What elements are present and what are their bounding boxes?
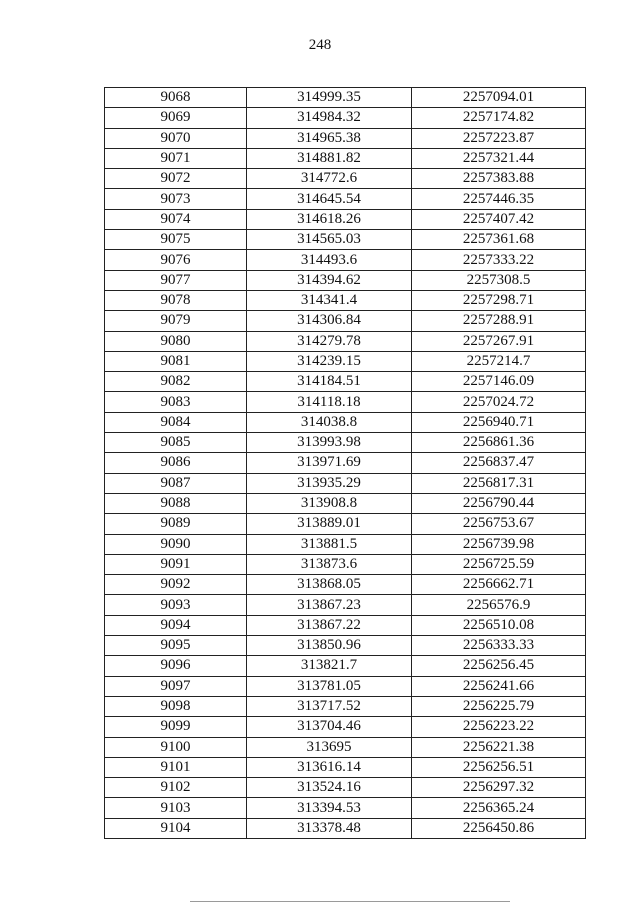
point-number-cell: 9073	[105, 189, 247, 209]
x-coordinate-cell: 314984.32	[247, 108, 412, 128]
y-coordinate-cell: 2257214.7	[412, 351, 586, 371]
table-row	[105, 676, 586, 696]
point-number-cell: 9078	[105, 290, 247, 310]
point-number-cell: 9103	[105, 798, 247, 818]
x-coordinate-cell: 314239.15	[247, 351, 412, 371]
point-number-cell: 9102	[105, 778, 247, 798]
x-coordinate-cell: 313378.48	[247, 818, 412, 838]
point-number-cell: 9070	[105, 128, 247, 148]
y-coordinate-cell: 2257333.22	[412, 250, 586, 270]
table-row	[105, 209, 586, 229]
y-coordinate-cell: 2256297.32	[412, 778, 586, 798]
y-coordinate-cell: 2257094.01	[412, 88, 586, 108]
coordinates-table-body	[105, 88, 586, 839]
table-row	[105, 433, 586, 453]
x-coordinate-cell: 313873.6	[247, 554, 412, 574]
x-coordinate-cell: 314341.4	[247, 290, 412, 310]
point-number-cell: 9075	[105, 230, 247, 250]
x-coordinate-cell: 313993.98	[247, 433, 412, 453]
point-number-cell: 9092	[105, 575, 247, 595]
y-coordinate-cell: 2256221.38	[412, 737, 586, 757]
point-number-cell: 9093	[105, 595, 247, 615]
y-coordinate-cell: 2256241.66	[412, 676, 586, 696]
x-coordinate-cell: 313616.14	[247, 757, 412, 777]
table-row	[105, 778, 586, 798]
y-coordinate-cell: 2257308.5	[412, 270, 586, 290]
table-row	[105, 757, 586, 777]
table-row	[105, 554, 586, 574]
point-number-cell: 9079	[105, 311, 247, 331]
x-coordinate-cell: 314493.6	[247, 250, 412, 270]
y-coordinate-cell: 2257446.35	[412, 189, 586, 209]
table-row	[105, 696, 586, 716]
page-number: 248	[308, 37, 332, 53]
table-row	[105, 717, 586, 737]
x-coordinate-cell: 314881.82	[247, 148, 412, 168]
y-coordinate-cell: 2257298.71	[412, 290, 586, 310]
x-coordinate-cell: 313881.5	[247, 534, 412, 554]
table-row	[105, 392, 586, 412]
x-coordinate-cell: 314038.8	[247, 412, 412, 432]
point-number-cell: 9101	[105, 757, 247, 777]
y-coordinate-cell: 2257174.82	[412, 108, 586, 128]
point-number-cell: 9082	[105, 372, 247, 392]
table-row	[105, 493, 586, 513]
point-number-cell: 9084	[105, 412, 247, 432]
table-row	[105, 798, 586, 818]
point-number-cell: 9089	[105, 514, 247, 534]
table-row	[105, 412, 586, 432]
y-coordinate-cell: 2256225.79	[412, 696, 586, 716]
x-coordinate-cell: 314999.35	[247, 88, 412, 108]
point-number-cell: 9087	[105, 473, 247, 493]
x-coordinate-cell: 314618.26	[247, 209, 412, 229]
table-row	[105, 514, 586, 534]
table-row	[105, 250, 586, 270]
point-number-cell: 9094	[105, 615, 247, 635]
point-number-cell: 9090	[105, 534, 247, 554]
y-coordinate-cell: 2256940.71	[412, 412, 586, 432]
table-row	[105, 575, 586, 595]
point-number-cell: 9098	[105, 696, 247, 716]
y-coordinate-cell: 2256223.22	[412, 717, 586, 737]
x-coordinate-cell: 313695	[247, 737, 412, 757]
y-coordinate-cell: 2256790.44	[412, 493, 586, 513]
table-row	[105, 108, 586, 128]
x-coordinate-cell: 313524.16	[247, 778, 412, 798]
point-number-cell: 9076	[105, 250, 247, 270]
y-coordinate-cell: 2256837.47	[412, 453, 586, 473]
point-number-cell: 9104	[105, 818, 247, 838]
table-row	[105, 737, 586, 757]
y-coordinate-cell: 2257223.87	[412, 128, 586, 148]
y-coordinate-cell: 2257288.91	[412, 311, 586, 331]
point-number-cell: 9096	[105, 656, 247, 676]
point-number-cell: 9095	[105, 636, 247, 656]
table-row	[105, 169, 586, 189]
y-coordinate-cell: 2256333.33	[412, 636, 586, 656]
y-coordinate-cell: 2256576.9	[412, 595, 586, 615]
point-number-cell: 9085	[105, 433, 247, 453]
y-coordinate-cell: 2257321.44	[412, 148, 586, 168]
y-coordinate-cell: 2257383.88	[412, 169, 586, 189]
point-number-cell: 9083	[105, 392, 247, 412]
x-coordinate-cell: 314965.38	[247, 128, 412, 148]
x-coordinate-cell: 314772.6	[247, 169, 412, 189]
x-coordinate-cell: 313971.69	[247, 453, 412, 473]
x-coordinate-cell: 313868.05	[247, 575, 412, 595]
x-coordinate-cell: 313394.53	[247, 798, 412, 818]
table-row	[105, 615, 586, 635]
point-number-cell: 9091	[105, 554, 247, 574]
table-row	[105, 453, 586, 473]
y-coordinate-cell: 2256365.24	[412, 798, 586, 818]
x-coordinate-cell: 313908.8	[247, 493, 412, 513]
table-row	[105, 148, 586, 168]
table-row	[105, 88, 586, 108]
x-coordinate-cell: 314184.51	[247, 372, 412, 392]
x-coordinate-cell: 314306.84	[247, 311, 412, 331]
x-coordinate-cell: 313781.05	[247, 676, 412, 696]
table-row	[105, 230, 586, 250]
x-coordinate-cell: 313821.7	[247, 656, 412, 676]
y-coordinate-cell: 2257024.72	[412, 392, 586, 412]
table-row	[105, 290, 586, 310]
y-coordinate-cell: 2256662.71	[412, 575, 586, 595]
y-coordinate-cell: 2256725.59	[412, 554, 586, 574]
x-coordinate-cell: 313717.52	[247, 696, 412, 716]
coordinates-table	[104, 87, 586, 839]
table-row	[105, 270, 586, 290]
y-coordinate-cell: 2256510.08	[412, 615, 586, 635]
y-coordinate-cell: 2256256.45	[412, 656, 586, 676]
y-coordinate-cell: 2256450.86	[412, 818, 586, 838]
y-coordinate-cell: 2256256.51	[412, 757, 586, 777]
point-number-cell: 9077	[105, 270, 247, 290]
point-number-cell: 9097	[105, 676, 247, 696]
x-coordinate-cell: 313889.01	[247, 514, 412, 534]
y-coordinate-cell: 2256861.36	[412, 433, 586, 453]
point-number-cell: 9086	[105, 453, 247, 473]
x-coordinate-cell: 314279.78	[247, 331, 412, 351]
x-coordinate-cell: 314645.54	[247, 189, 412, 209]
x-coordinate-cell: 313867.23	[247, 595, 412, 615]
table-row	[105, 636, 586, 656]
table-row	[105, 372, 586, 392]
x-coordinate-cell: 313867.22	[247, 615, 412, 635]
table-row	[105, 331, 586, 351]
y-coordinate-cell: 2257146.09	[412, 372, 586, 392]
point-number-cell: 9069	[105, 108, 247, 128]
point-number-cell: 9081	[105, 351, 247, 371]
point-number-cell: 9072	[105, 169, 247, 189]
point-number-cell: 9074	[105, 209, 247, 229]
table-row	[105, 595, 586, 615]
y-coordinate-cell: 2257361.68	[412, 230, 586, 250]
point-number-cell: 9071	[105, 148, 247, 168]
point-number-cell: 9099	[105, 717, 247, 737]
point-number-cell: 9100	[105, 737, 247, 757]
y-coordinate-cell: 2256817.31	[412, 473, 586, 493]
x-coordinate-cell: 313850.96	[247, 636, 412, 656]
y-coordinate-cell: 2256753.67	[412, 514, 586, 534]
point-number-cell: 9080	[105, 331, 247, 351]
x-coordinate-cell: 314565.03	[247, 230, 412, 250]
x-coordinate-cell: 314394.62	[247, 270, 412, 290]
table-row	[105, 473, 586, 493]
x-coordinate-cell: 313935.29	[247, 473, 412, 493]
bottom-scan-line	[190, 901, 510, 902]
y-coordinate-cell: 2257407.42	[412, 209, 586, 229]
table-row	[105, 189, 586, 209]
y-coordinate-cell: 2256739.98	[412, 534, 586, 554]
point-number-cell: 9068	[105, 88, 247, 108]
x-coordinate-cell: 314118.18	[247, 392, 412, 412]
table-row	[105, 534, 586, 554]
table-row	[105, 818, 586, 838]
table-row	[105, 351, 586, 371]
y-coordinate-cell: 2257267.91	[412, 331, 586, 351]
table-row	[105, 311, 586, 331]
table-row	[105, 128, 586, 148]
table-row	[105, 656, 586, 676]
x-coordinate-cell: 313704.46	[247, 717, 412, 737]
point-number-cell: 9088	[105, 493, 247, 513]
